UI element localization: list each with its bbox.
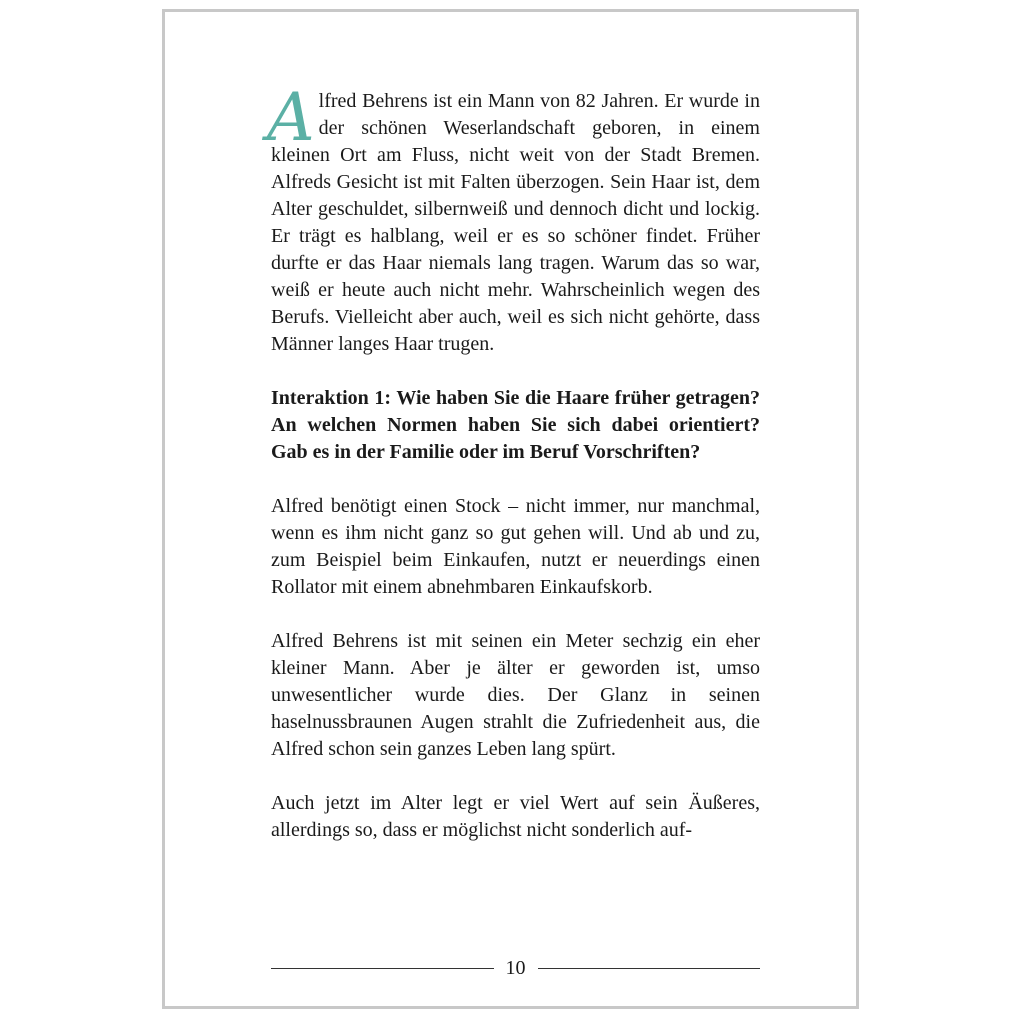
- page-footer: [271, 954, 760, 982]
- body-text: [267, 79, 760, 871]
- page-number: 10: [505, 956, 526, 979]
- paragraph-cane: Alfred benötigt einen Stock – nicht immer, nur manchmal, wenn es ihm nicht ganz so gut gehen will. Und ab und zu, zum Beispiel beim Einkaufen, nutzt er neuerdings einen Rollator mit einem abnehmbaren Einkaufskorb.: [271, 495, 760, 598]
- paragraph-intro-text: lfred Behrens ist ein Mann von 82 Jahren. Er wurde in der schönen Weserlandschaft geboren, in einem kleinen Ort am Fluss, nicht weit von der Stadt Bremen. Alfreds Gesicht ist mit Falten überzogen. Sein Haar ist, dem Alter geschuldet, silbernweiß und dennoch dicht und lockig. Er trägt es halblang, weil er es so schöner findet. Früher durfte er das Haar niemals lang tragen. Warum das so war, weiß er heute auch nicht mehr. Wahrscheinlich wegen des Berufs. Vielleicht aber auch, weil es sich nicht gehörte, dass Männer langes Haar trugen.: [271, 90, 760, 355]
- footer-rule-left: [271, 968, 494, 969]
- paragraph-intro: [267, 79, 760, 358]
- drop-cap: A: [267, 79, 315, 156]
- book-page: [162, 9, 859, 1009]
- paragraph-appearance: Alfred Behrens ist mit seinen ein Meter sechzig ein eher kleiner Mann. Aber je älter er geworden ist, umso unwesentlicher wurde dies. Der Glanz in seinen haselnussbraunen Augen strahlt die Zufriedenheit aus, die Alfred schon sein ganzes Leben lang spürt.: [271, 630, 760, 760]
- paragraph-outer-appearance: Auch jetzt im Alter legt er viel Wert auf sein Äußeres, allerdings so, dass er möglichst nicht sonderlich auf-: [271, 792, 760, 841]
- footer-rule-right: [538, 968, 761, 969]
- interaction-question: Interaktion 1: Wie haben Sie die Haare früher getragen? An welchen Normen haben Sie sich dabei orientiert? Gab es in der Familie oder im Beruf Vorschriften?: [271, 387, 760, 463]
